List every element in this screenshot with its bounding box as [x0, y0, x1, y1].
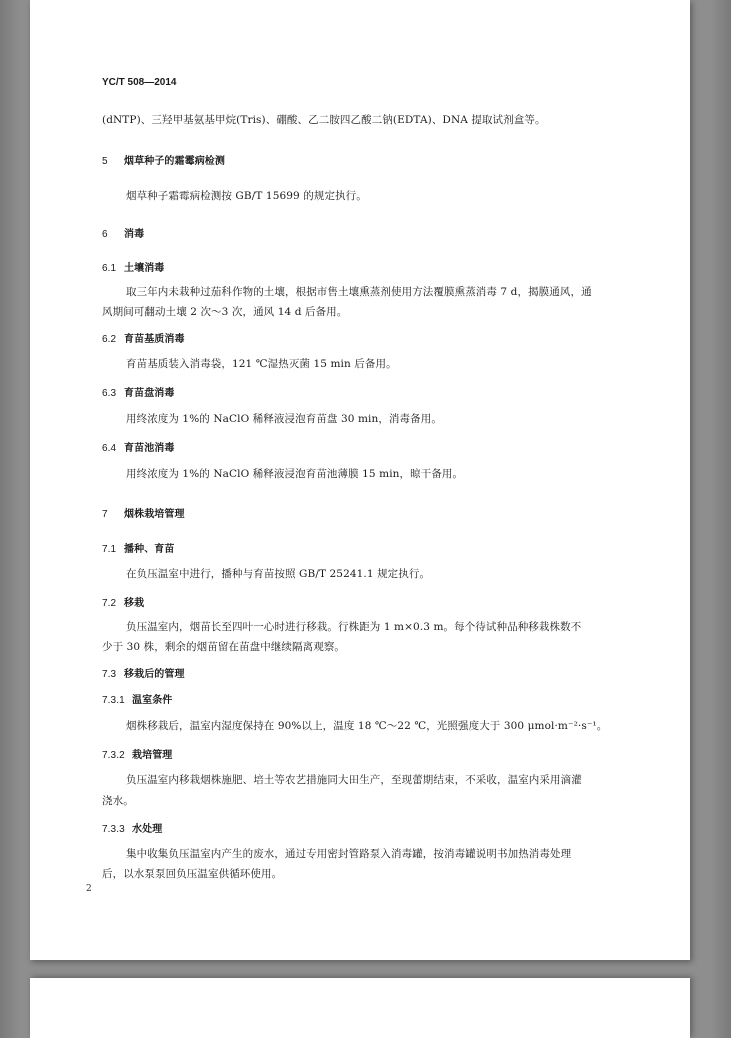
section-number: 7.1 — [102, 544, 117, 555]
document-page — [30, 0, 690, 960]
section-7-3-3-heading — [102, 820, 162, 835]
section-number: 6.2 — [102, 334, 117, 345]
section-7-3-1-heading — [102, 691, 172, 706]
body-paragraph: 用终浓度为 1%的 NaClO 稀释液浸泡育苗盘 30 min，消毒备用。 — [126, 413, 442, 425]
body-paragraph: 负压温室内，烟苗长至四叶一心时进行移栽。行株距为 1 m×0.3 m。每个待试种品种移栽株数不 — [126, 621, 582, 633]
section-number: 7.3.1 — [102, 695, 125, 706]
section-title: 育苗基质消毒 — [124, 334, 185, 345]
section-title: 播种、育苗 — [124, 544, 175, 555]
body-paragraph: 烟株移栽后，温室内湿度保持在 90%以上，温度 18 ℃～22 ℃，光照强度大于 300 μmol·m⁻²·s⁻¹。 — [126, 720, 608, 732]
section-number: 7 — [102, 509, 108, 520]
section-number: 6.1 — [102, 263, 117, 274]
section-7-2-heading — [102, 594, 144, 609]
section-number: 7.2 — [102, 598, 117, 609]
page-number: 2 — [86, 884, 92, 894]
section-6-2-heading — [102, 330, 185, 345]
section-number: 5 — [102, 156, 108, 167]
section-number: 6.3 — [102, 388, 117, 399]
section-6-3-heading — [102, 384, 175, 399]
section-title: 烟株栽培管理 — [124, 509, 185, 520]
body-line-continued: 后，以水泵泵回负压温室供循环使用。 — [102, 868, 283, 880]
section-title: 移栽后的管理 — [124, 669, 185, 680]
section-7-heading — [102, 505, 185, 520]
body-line-dntp: (dNTP)、三羟甲基氨基甲烷(Tris)、硼酸、乙二胺四乙酸二钠(EDTA)、DNA 提取试剂盒等。 — [102, 114, 546, 126]
body-paragraph: 取三年内未栽种过茄科作物的土壤，根据市售土壤熏蒸剂使用方法覆膜熏蒸消毒 7 d，揭膜通风，通 — [126, 286, 592, 298]
section-number: 7.3.3 — [102, 824, 125, 835]
section-title: 土壤消毒 — [124, 263, 165, 274]
body-paragraph: 负压温室内移栽烟株施肥、培土等农艺措施同大田生产，至现蕾期结束，不采收，温室内采用滴灌 — [126, 774, 582, 786]
section-7-3-2-heading — [102, 746, 172, 761]
body-paragraph: 集中收集负压温室内产生的废水，通过专用密封管路泵入消毒罐，按消毒罐说明书加热消毒处理 — [126, 848, 572, 860]
section-title: 消毒 — [124, 229, 145, 240]
section-6-1-heading — [102, 259, 164, 274]
body-line-continued: 少于 30 株，剩余的烟苗留在苗盘中继续隔离观察。 — [102, 641, 346, 653]
section-title: 温室条件 — [132, 695, 173, 706]
section-title: 烟草种子的霜霉病检测 — [124, 156, 225, 167]
section-title: 移栽 — [124, 598, 145, 609]
section-6-heading — [102, 225, 144, 240]
section-number: 6 — [102, 229, 108, 240]
section-title: 水处理 — [132, 824, 163, 835]
body-paragraph: 用终浓度为 1%的 NaClO 稀释液浸泡育苗池薄膜 15 min，晾干备用。 — [126, 468, 464, 480]
body-line-continued: 风期间可翻动土壤 2 次～3 次，通风 14 d 后备用。 — [102, 306, 348, 318]
section-title: 栽培管理 — [132, 750, 173, 761]
section-title: 育苗池消毒 — [124, 443, 175, 454]
section-number: 6.4 — [102, 443, 117, 454]
section-number: 7.3.2 — [102, 750, 125, 761]
body-line-continued: 浇水。 — [102, 795, 134, 807]
section-title: 育苗盘消毒 — [124, 388, 175, 399]
section-number: 7.3 — [102, 669, 117, 680]
body-paragraph: 烟草种子霜霉病检测按 GB/T 15699 的规定执行。 — [126, 190, 367, 202]
next-page-edge — [30, 978, 690, 1038]
section-5-heading — [102, 152, 225, 167]
body-paragraph: 在负压温室中进行，播种与育苗按照 GB/T 25241.1 规定执行。 — [126, 568, 431, 580]
standard-code-header: YC/T 508—2014 — [102, 77, 177, 88]
body-paragraph: 育苗基质装入消毒袋，121 ℃湿热灭菌 15 min 后备用。 — [126, 358, 397, 370]
section-7-1-heading — [102, 540, 175, 555]
section-7-3-heading — [102, 665, 185, 680]
section-6-4-heading — [102, 439, 175, 454]
